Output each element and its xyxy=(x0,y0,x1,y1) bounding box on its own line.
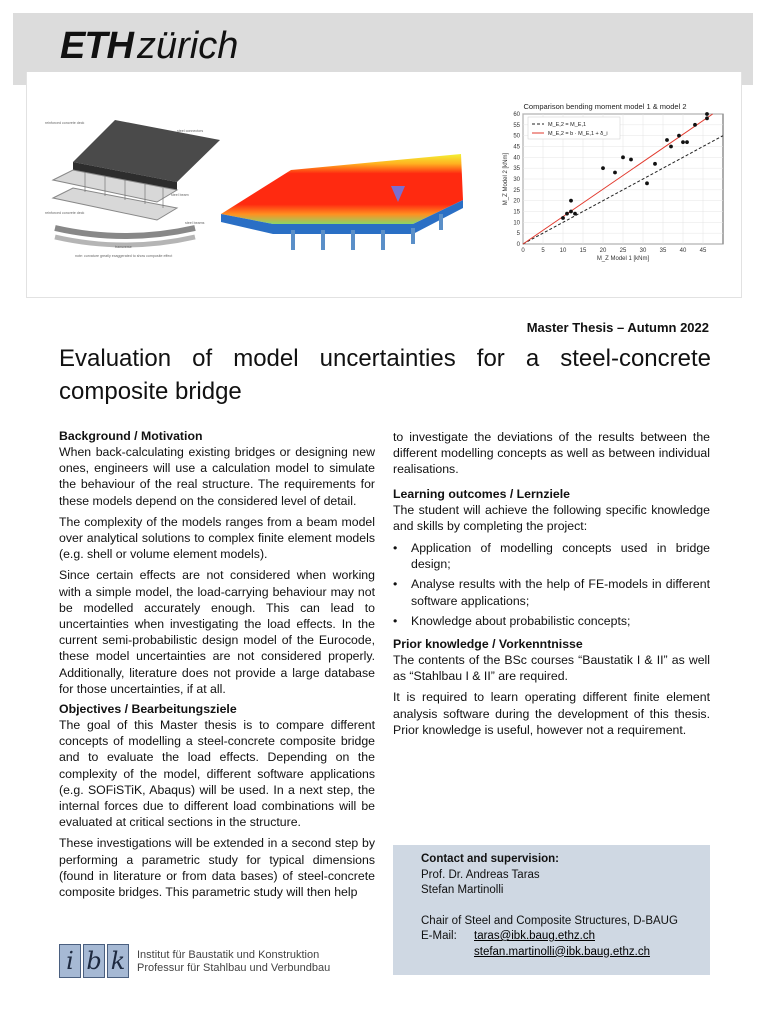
x-tick-label: 15 xyxy=(579,248,587,254)
ibk-logo xyxy=(59,943,331,979)
x-tick-label: 0 xyxy=(521,248,525,254)
x-tick-label: 45 xyxy=(699,248,707,254)
y-tick-label: 50 xyxy=(513,133,520,140)
prior-paragraph: The contents of the BSc courses “Baustatik I & II” as well as “Stahlbau I & II” are required. xyxy=(393,653,710,684)
learning-list xyxy=(393,540,710,629)
contact-person: Prof. Dr. Andreas Taras xyxy=(421,868,540,881)
ibk-letter: k xyxy=(107,944,129,978)
y-tick-label: 20 xyxy=(513,198,520,205)
ibk-line: Professur für Stahlbau und Verbundbau xyxy=(137,962,331,974)
data-point xyxy=(669,145,673,149)
y-axis-label: M_Z Model 2 [kNm] xyxy=(503,152,509,206)
data-point xyxy=(645,181,649,185)
prior-paragraph: It is required to learn operating different finite element analysis software during the development of this thesis. Prior knowledge is useful, however not a requirement. xyxy=(393,690,710,737)
data-point xyxy=(601,166,605,170)
bullet-icon: • xyxy=(393,577,398,592)
list-item: • Knowledge about probabilistic concepts; xyxy=(393,613,631,628)
learning-intro: The student will achieve the following specific knowledge and skills by completing the project: xyxy=(393,502,710,533)
data-point xyxy=(565,212,569,216)
image-panel xyxy=(26,72,742,298)
logo-zurich: zürich xyxy=(137,25,239,67)
y-tick-label: 30 xyxy=(513,177,520,183)
bullet-icon: • xyxy=(393,613,398,628)
objectives-heading: Objectives / Bearbeitungsziele xyxy=(59,702,237,717)
x-tick-label: 20 xyxy=(599,248,607,254)
fig1-label: reinforced concrete deck xyxy=(45,121,85,125)
background-paragraph: When back-calculating existing bridges or designing new ones, engineers will use a calculation model to simulate the behaviour of the real structure. The requirements for these models depend on the considered level of detail. xyxy=(59,445,375,508)
data-point xyxy=(613,171,617,175)
fig1-caption: note: curvature greatly exaggerated to show composite effect xyxy=(75,254,173,258)
composite-section-figure xyxy=(45,110,220,260)
ibk-letter: b xyxy=(83,944,105,978)
data-point xyxy=(705,112,709,116)
objectives-continued: to investigate the deviations of the results between the different modelling concepts as well as between individual realisations. xyxy=(393,430,710,477)
list-item: • Analyse results with the help of FE-models in different software applications; xyxy=(393,577,710,608)
fe-model-figure xyxy=(213,142,473,254)
chart-title: Comparison bending moment model 1 & model 2 xyxy=(523,102,687,111)
page-title: Evaluation of model uncertainties for a steel-concrete composite bridge xyxy=(59,345,711,405)
prior-heading: Prior knowledge / Vorkenntnisse xyxy=(393,637,583,652)
y-tick-label: 25 xyxy=(513,187,520,194)
email-label: E-Mail: xyxy=(421,930,457,942)
x-tick-label: 5 xyxy=(541,248,545,254)
data-point xyxy=(685,140,689,144)
y-tick-label: 40 xyxy=(513,155,520,162)
x-tick-label: 35 xyxy=(659,248,667,254)
comparison-chart xyxy=(465,100,727,262)
data-point xyxy=(621,155,625,159)
email-row xyxy=(421,929,706,945)
bullet-icon: • xyxy=(393,541,398,556)
learning-heading: Learning outcomes / Lernziele xyxy=(393,486,570,501)
data-point xyxy=(705,116,709,120)
y-tick-label: 0 xyxy=(516,242,520,248)
background-heading: Background / Motivation xyxy=(59,429,203,443)
chart-plot-area xyxy=(503,112,723,262)
y-tick-label: 35 xyxy=(513,166,520,173)
objectives-paragraph: These investigations will be extended in a second step by performing a parametric study for typical dimensions (found in literature or from data bases) of steel-concrete composite bridges. This parametric study will then help xyxy=(59,836,375,900)
right-column xyxy=(393,429,710,743)
data-point xyxy=(569,199,573,203)
fig1-label: transverse xyxy=(115,245,132,249)
background-paragraph: The complexity of the models ranges from a beam model over analytical solutions to complex finite element models (e.g. shell or volume element models). xyxy=(59,514,375,562)
fig1-label: steel beam xyxy=(171,193,189,197)
contact-chair: Chair of Steel and Composite Structures, D-BAUG xyxy=(421,914,678,927)
thesis-subtitle: Master Thesis – Autumn 2022 xyxy=(526,320,709,335)
data-point xyxy=(569,210,573,214)
list-item: • Application of modelling concepts used in bridge design; xyxy=(393,541,710,572)
contact-label: Contact and supervision: xyxy=(421,853,560,865)
data-point xyxy=(561,216,565,220)
y-tick-label: 15 xyxy=(513,209,520,216)
eth-zurich-logo xyxy=(60,24,238,68)
contact-box xyxy=(393,845,710,975)
data-point xyxy=(693,123,697,127)
x-tick-label: 40 xyxy=(679,248,687,254)
contact-person: Stefan Martinolli xyxy=(421,884,504,896)
data-point xyxy=(665,138,669,142)
background-paragraph: Since certain effects are not considered when working with a simple model, the load-carrying behaviour may not be modelled accurately enough. This can lead to uncertainties when investigating the load effects. In the current semi-probabilistic design model of the Eurocode, these model uncertainties are not considered properly. Additionally, literature does not provide a large database for those uncertainties, if at all. xyxy=(59,568,375,696)
x-tick-label: 10 xyxy=(559,248,567,254)
fe-shell xyxy=(221,154,463,224)
data-point xyxy=(677,134,681,138)
x-axis-label: M_Z Model 1 [kNm] xyxy=(596,256,650,262)
deflected-beam xyxy=(55,228,195,236)
data-point xyxy=(573,212,577,216)
email-link-martinolli[interactable]: stefan.martinolli@ibk.baug.ethz.ch xyxy=(474,945,650,958)
fig1-label: reinforced concrete deck xyxy=(45,211,85,215)
y-tick-label: 5 xyxy=(516,231,520,238)
y-tick-label: 55 xyxy=(513,122,520,129)
y-tick-label: 10 xyxy=(513,220,520,227)
fig1-label: steel connectors xyxy=(177,129,204,133)
email-link-taras[interactable]: taras@ibk.baug.ethz.ch xyxy=(474,930,595,942)
x-tick-label: 30 xyxy=(639,248,647,254)
data-point xyxy=(653,162,657,166)
email-row xyxy=(421,945,706,961)
legend-entry: M_E,2 = b · M_E,1 + δ_i xyxy=(548,131,608,137)
logo-eth: ETH xyxy=(60,25,133,67)
data-point xyxy=(629,158,633,162)
data-point xyxy=(681,140,685,144)
ibk-line: Institut für Baustatik und Konstruktion xyxy=(137,949,320,961)
ibk-institute-text xyxy=(137,949,330,975)
y-tick-label: 60 xyxy=(513,112,520,118)
left-column xyxy=(59,429,375,905)
fig1-label: steel beams xyxy=(185,221,205,225)
ibk-letter: i xyxy=(59,944,81,978)
y-tick-label: 45 xyxy=(513,144,520,151)
x-tick-label: 25 xyxy=(619,248,627,254)
objectives-paragraph: The goal of this Master thesis is to compare different concepts of modelling a steel-concrete composite bridge and to evaluate the load effects. Depending on the complexity of the model, different software applications (e.g. SOFiSTiK, Abaqus) will be used. In a next step, the internal forces due to different load combinations will be evaluated at critical sections in the structure. xyxy=(59,718,375,830)
legend-entry: M_E,2 = M_E,1 xyxy=(548,122,587,128)
